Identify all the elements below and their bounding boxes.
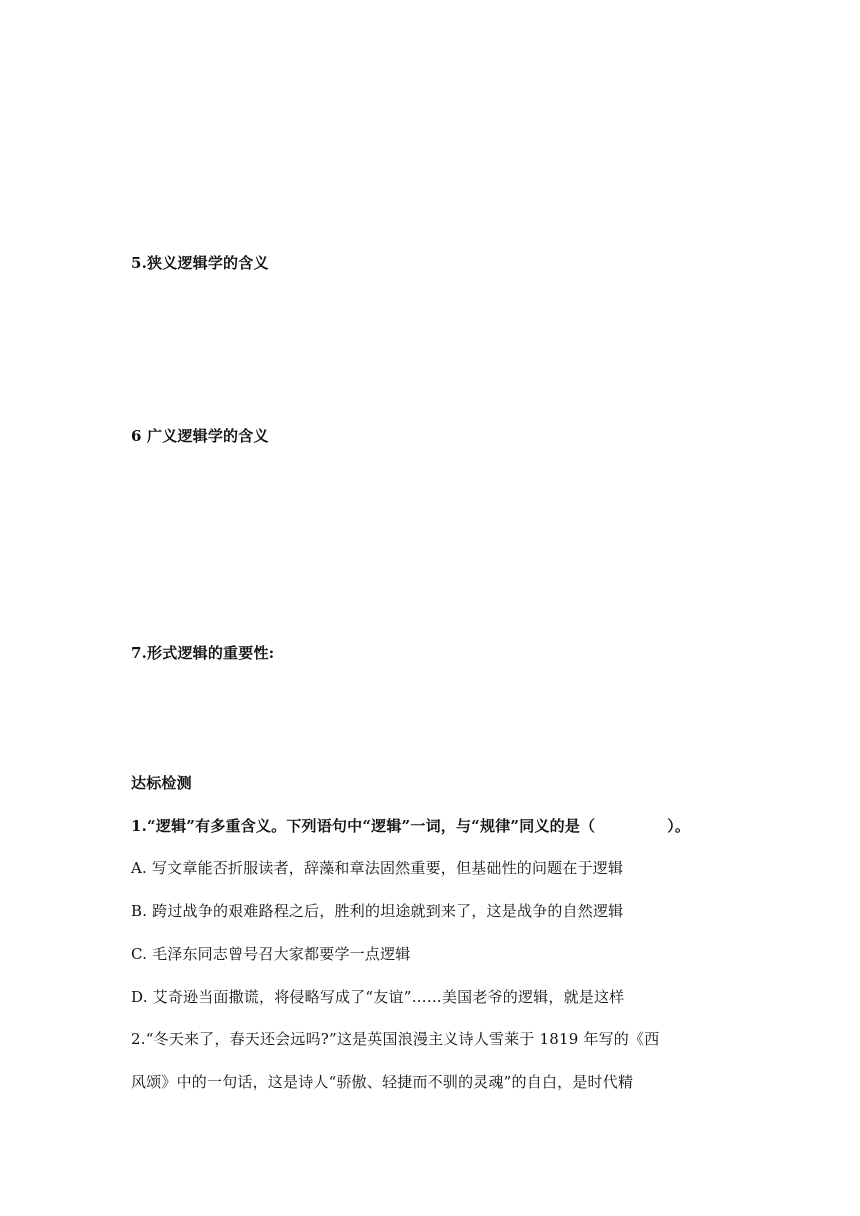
question-1-stem-after: ）。 xyxy=(667,817,691,835)
question-2-line-1: 2.“冬天来了，春天还会远吗?”这是英国浪漫主义诗人雪莱于 1819 年写的《西 xyxy=(131,1030,660,1048)
section-heading-6: 6 广义逻辑学的含义 xyxy=(131,427,269,445)
question-1-option-b: B. 跨过战争的艰难路程之后，胜利的坦途就到来了，这是战争的自然逻辑 xyxy=(131,902,624,920)
question-1-option-d: D. 艾奇逊当面撒谎，将侵略写成了“友谊”……美国老爷的逻辑，就是这样 xyxy=(131,988,625,1006)
section-heading-7: 7.形式逻辑的重要性: xyxy=(131,644,275,662)
question-1-option-a: A. 写文章能否折服读者，辞藻和章法固然重要，但基础性的问题在于逻辑 xyxy=(131,859,624,877)
question-1-stem xyxy=(131,816,690,836)
section-heading-5: 5.狭义逻辑学的含义 xyxy=(131,254,269,272)
question-1-option-c: C. 毛泽东同志曾号召大家都要学一点逻辑 xyxy=(131,945,411,963)
question-2-line-2: 风颂》中的一句话，这是诗人“骄傲、轻捷而不驯的灵魂”的自白，是时代精 xyxy=(131,1073,634,1091)
assessment-title: 达标检测 xyxy=(131,774,192,792)
question-1-stem-before: 1.“逻辑”有多重含义。下列语句中“逻辑”一词，与“规律”同义的是（ xyxy=(131,817,596,835)
